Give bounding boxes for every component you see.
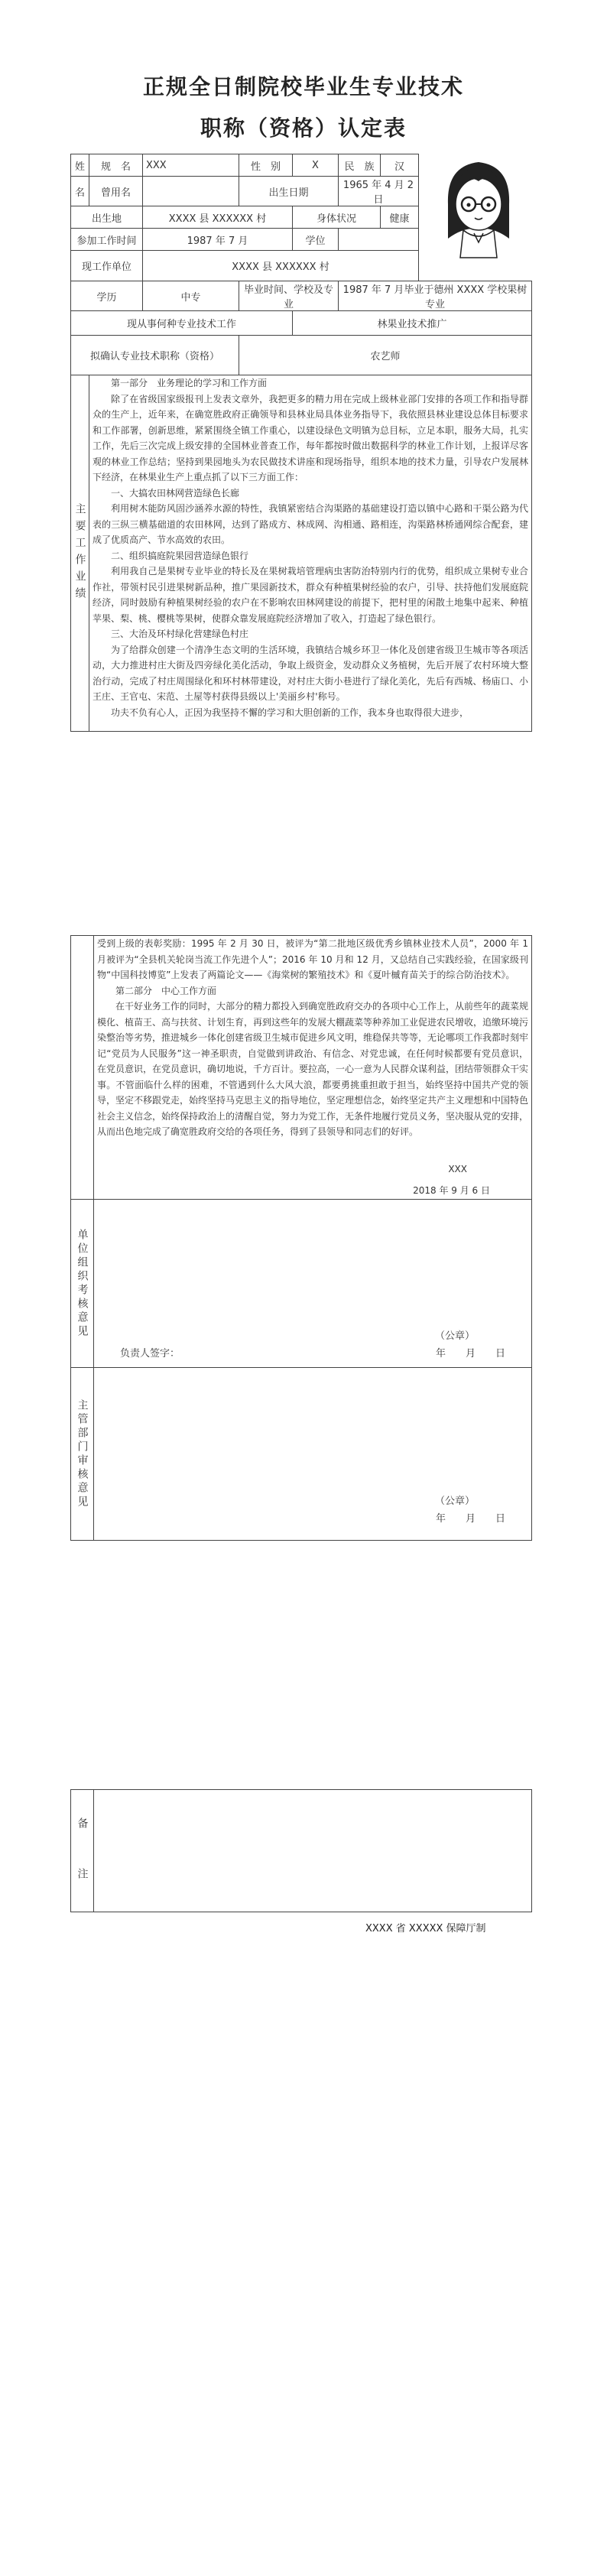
paragraph: 功夫不负有心人，正因为我坚持不懈的学习和大胆创新的工作，我本身也取得很大进步， (111, 707, 469, 718)
signature-name: XXX (448, 1163, 467, 1174)
remark-label: 备 注 (71, 1790, 94, 1912)
paragraph: 除了在省级国家级报刊上发表文章外，我把更多的精力用在完成上级林业部门安排的各项工作和指导群众的生产上，近年来，在确宽胜政府正确领导和县林业局具体业务指导下，我依照县林业建设总体目标要求和工作部署，创新思维，紧紧围绕全镇工作重心，以建设绿色文明镇为总目标，立足本职，服务大局，扎实工作，先后三次完成上级安排的全国林业普查工作，每年都按时做出数据科学的林业工作计划，上报详尽客观的林业工作总结；坚持到果园地头为农民做技术讲座和现场指导，组织本地的技术力量，引导农户发展林下经济，在林果业生产上重点抓了以下三方面工作： (93, 393, 528, 482)
paragraph: 二、组织搞庭院果园营造绿色银行 (111, 550, 249, 561)
title-apply-label: 拟确认专业技术职称（资格） (71, 336, 239, 375)
birthplace-value: XXXX 县 XXXXXX 村 (143, 206, 293, 229)
authority-opinion-cell (94, 1368, 532, 1541)
paragraph: 利用我自己是果树专业毕业的特长及在果树栽培管理病虫害防治特别内行的优势，组织成立果树专业合作社，带领村民引进果树新品种，推广果园新技术，群众有种植果树经验的农户，引导、扶持他们发展庭院经济，同时鼓励有种植果树经验的农户在不影响农田林网建设的前提下，把村里的闲散土地集中起来、种植苹果、梨、桃、樱桃等果树，使群众靠发展庭院经济增加了收入，打造起了绿色银行。 (93, 566, 528, 624)
seal-2: （公章） (434, 1496, 475, 1507)
basic-info-table (70, 154, 532, 732)
signature-date: 2018 年 9 月 6 日 (413, 1185, 490, 1196)
work-type-label: 现从事何种专业技术工作 (71, 311, 293, 336)
leader-sign-label: 负责人签字： (120, 1348, 180, 1359)
achievement-text-part2 (94, 936, 532, 1200)
opinion-table (70, 935, 532, 1541)
paragraph: 为了给群众创建一个清净生态文明的生活环境，我镇结合城乡环卫一体化及创建省级卫生城市等各项活动，大力推进村庄大街及四旁绿化美化活动，争取上级资金，发动群众义务植树，先后开展了农村环境大整治行动，完成了村庄周围绿化和环村林带建设，对村庄大街小巷进行了绿化美化，先后有西城、杨庙口、小王庄、王官屯、宋范、土屋等村获得县级以上'美丽乡村'称号。 (93, 644, 528, 702)
remark-cell (94, 1790, 532, 1912)
footer-issuer: XXXX 省 XXXXX 保障厅制 (365, 1923, 486, 1934)
name-label-b: 名 (71, 177, 89, 206)
former-name-label: 曾用名 (89, 177, 143, 206)
work-start-label: 参加工作时间 (71, 229, 143, 251)
health-value: 健康 (381, 206, 419, 229)
achievement-text-part1 (89, 375, 532, 732)
birth-label: 出生日期 (239, 177, 339, 206)
education-value: 中专 (143, 281, 239, 311)
seal-1: （公章） (434, 1330, 475, 1342)
health-label: 身体状况 (293, 206, 381, 229)
name-label-a: 姓 (71, 154, 89, 177)
education-label: 学历 (71, 281, 143, 311)
name-value: XXX (143, 154, 239, 177)
remark-table (70, 1789, 532, 1912)
document-title-line2: 职称（资格）认定表 (200, 115, 407, 141)
birthplace-label: 出生地 (71, 206, 143, 229)
document-title-line1: 正规全日制院校毕业生专业技术 (142, 74, 464, 99)
paragraph: 在干好业务工作的同时，大部分的精力都投入到确宽胜政府交办的各项中心工作上，从前些年的蔬菜规模化、植苗王、高与扶贫、计划生育，再到这些年的发展大棚蔬菜等种养加工业促进农民增收，追缴环境污染整治等劣势，推进城乡一体化创建省级卫生城市促进乡风文明，维稳保共等等，无论哪项工作我都时刻牢记“党员为人民服务”这一神圣职责，自觉做到讲政治、有信念、对党忠诚，在任何时候都要有党员意识，在党员意识，在党员意识，确切地说，千方百计。要拉高，一心一意为人民群众谋利益，团结带领群众干实事。不管面临什么样的困难，不管遇到什么大风大浪，都要勇挑重担敢于担当，始终坚持中国共产党的领导，坚定不移跟党走，始终坚持马克思主义的指导地位，坚定理想信念，始终坚定共产主义理想和中国特色社会主义信念，始终保持政治上的清醒自觉，努力为党工作，无条件地履行党员义务，坚决服从党的安排，从而出色地完成了确宽胜政府交给的各项任务，得到了县领导和同志们的好评。 (97, 1001, 529, 1137)
paragraph: 利用树木能防风固沙涵养水源的特性，我镇紧密结合沟渠路的基础建设打造以镇中心路和干渠公路为代表的三纵三横基础道的农田林网，达到了路成方、林成网、沟相通、路相连，沟渠路林桥通网综合配套，建成了优质高产、节水高效的农田。 (93, 503, 528, 545)
paragraph: 受到上级的表彰奖励：1995 年 2 月 30 日，被评为“第二批地区级优秀乡镇林业技术人员”，2000 年 1 月被评为“全县机关轮岗当流工作先进个人”；2016 年 10 月和 12 月，又总结自己实践经验，在国家级刊物“中国科技博览”上发表了两篇论文——《海棠树的繁殖技术》和《夏叶槭育苗关于的综合防治技术》。 (97, 938, 528, 980)
unit-opinion-cell (94, 1200, 532, 1368)
work-start-value: 1987 年 7 月 (143, 229, 293, 251)
work-type-value: 林果业技术推广 (293, 311, 532, 336)
paragraph: 三、大治及环村绿化营建绿色村庄 (111, 629, 249, 639)
paragraph: 第二部分 中心工作方面 (115, 985, 217, 996)
unit-value: XXXX 县 XXXXXX 村 (143, 251, 419, 281)
graduation-label: 毕业时间、学校及专业 (239, 281, 339, 311)
paragraph: 第一部分 业务理论的学习和工作方面 (111, 378, 268, 388)
authority-opinion-label: 主管部门审核意见 (71, 1368, 94, 1541)
gender-value: X (293, 154, 339, 177)
paragraph: 一、大搞农田林网营造绿色长廊 (111, 487, 240, 499)
graduation-value: 1987 年 7 月毕业于德州 XXXX 学校果树专业 (339, 281, 532, 311)
date-line-1: 年 月 日 (435, 1348, 505, 1359)
photo-cell (419, 154, 532, 281)
birth-value: 1965 年 4 月 2 日 (339, 177, 419, 206)
achievement-label: 主要工作业绩 (71, 375, 89, 732)
gender-label: 性 别 (239, 154, 293, 177)
ethnicity-label: 民 族 (339, 154, 381, 177)
title-apply-value: 农艺师 (239, 336, 532, 375)
degree-label: 学位 (293, 229, 339, 251)
date-line-2: 年 月 日 (435, 1513, 505, 1525)
name-label: 规 名 (89, 154, 143, 177)
ethnicity-value: 汉 (381, 154, 419, 177)
unit-opinion-label: 单位组织考核意见 (71, 1200, 94, 1368)
unit-label: 现工作单位 (71, 251, 143, 281)
continuation-left-cell (71, 936, 94, 1200)
degree-value (339, 229, 419, 251)
former-name-value (143, 177, 239, 206)
